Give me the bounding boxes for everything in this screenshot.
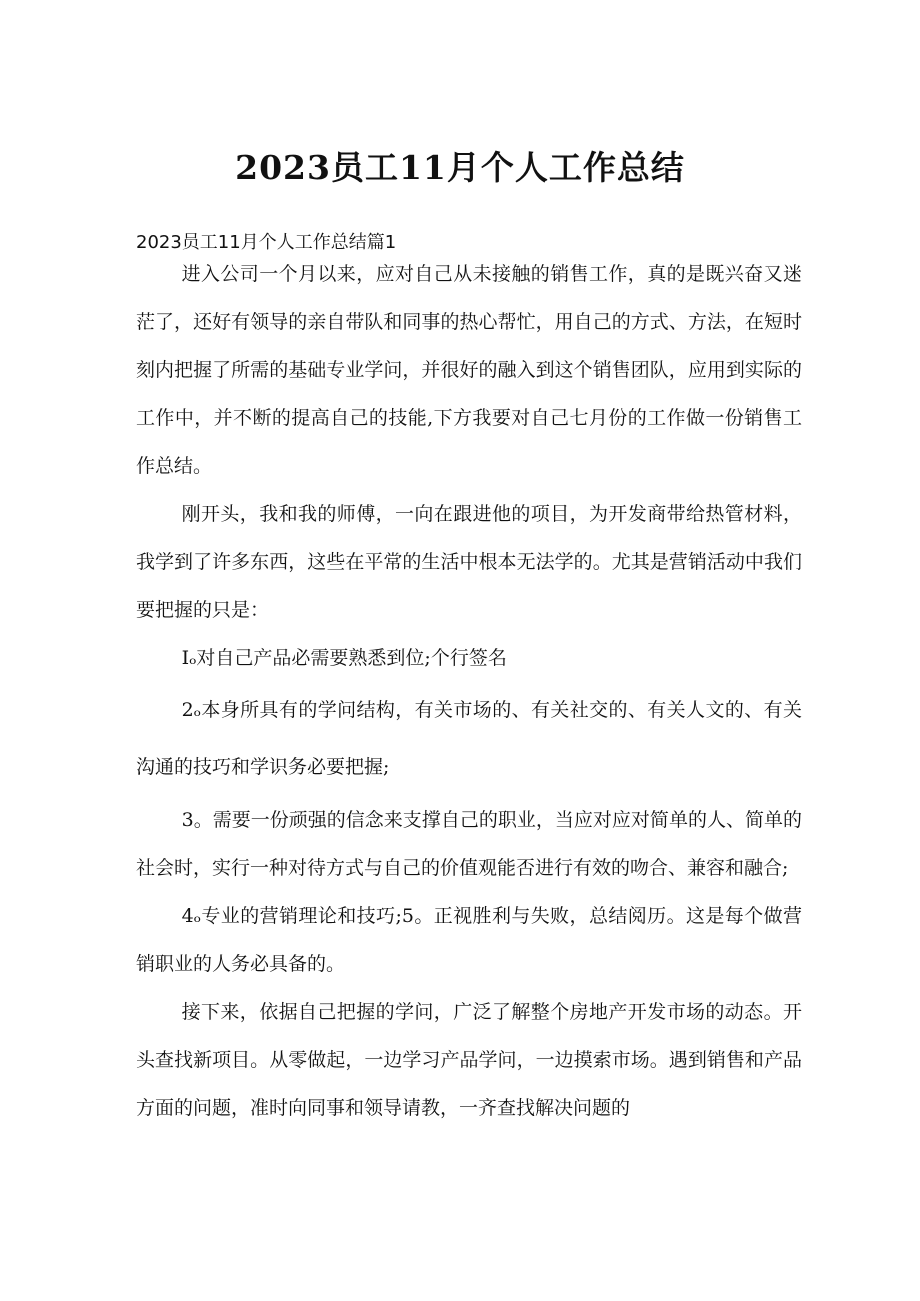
paragraph: 刚开头，我和我的师傅，一向在跟进他的项目，为开发商带给热管材料，我学到了许多东西，这些在平常的生活中根本无法学的。尤其是营销活动中我们要把握的只是： bbox=[136, 503, 802, 621]
section-heading: 2023员工11月个人工作总结篇1 bbox=[136, 232, 397, 253]
document-body bbox=[136, 250, 802, 1132]
paragraph: 3。需要一份顽强的信念来支撑自己的职业，当应对应对简单的人、简单的社会时，实行一种对待方式与自己的价值观能否进行有效的吻合、兼容和融合; bbox=[136, 809, 802, 879]
document-title: 2023员工11月个人工作总结 bbox=[235, 148, 685, 187]
paragraph: 进入公司一个月以来，应对自己从未接触的销售工作，真的是既兴奋又迷茫了，还好有领导的亲自带队和同事的热心帮忙，用自己的方式、方法，在短时刻内把握了所需的基础专业学问，并很好的融入到这个销售团队，应用到实际的工作中，并不断的提高自己的技能,下方我要对自己七月份的工作做一份销售工作总结。 bbox=[136, 263, 802, 477]
paragraph: Iₒ对自己产品必需要熟悉到位;个行签名 bbox=[181, 647, 507, 669]
paragraph: 接下来，依据自己把握的学问，广泛了解整个房地产开发市场的动态。开头查找新项目。从零做起，一边学习产品学问，一边摸索市场。遇到销售和产品方面的问题，准时向同事和领导请教，一齐查找解决问题的 bbox=[136, 1001, 802, 1119]
paragraph: 4ₒ专业的营销理论和技巧;5。正视胜利与失败，总结阅历。这是每个做营销职业的人务必具备的。 bbox=[136, 905, 802, 975]
paragraph: 2ₒ本身所具有的学问结构，有关市场的、有关社交的、有关人文的、有关沟通的技巧和学识务必要把握; bbox=[136, 699, 802, 778]
